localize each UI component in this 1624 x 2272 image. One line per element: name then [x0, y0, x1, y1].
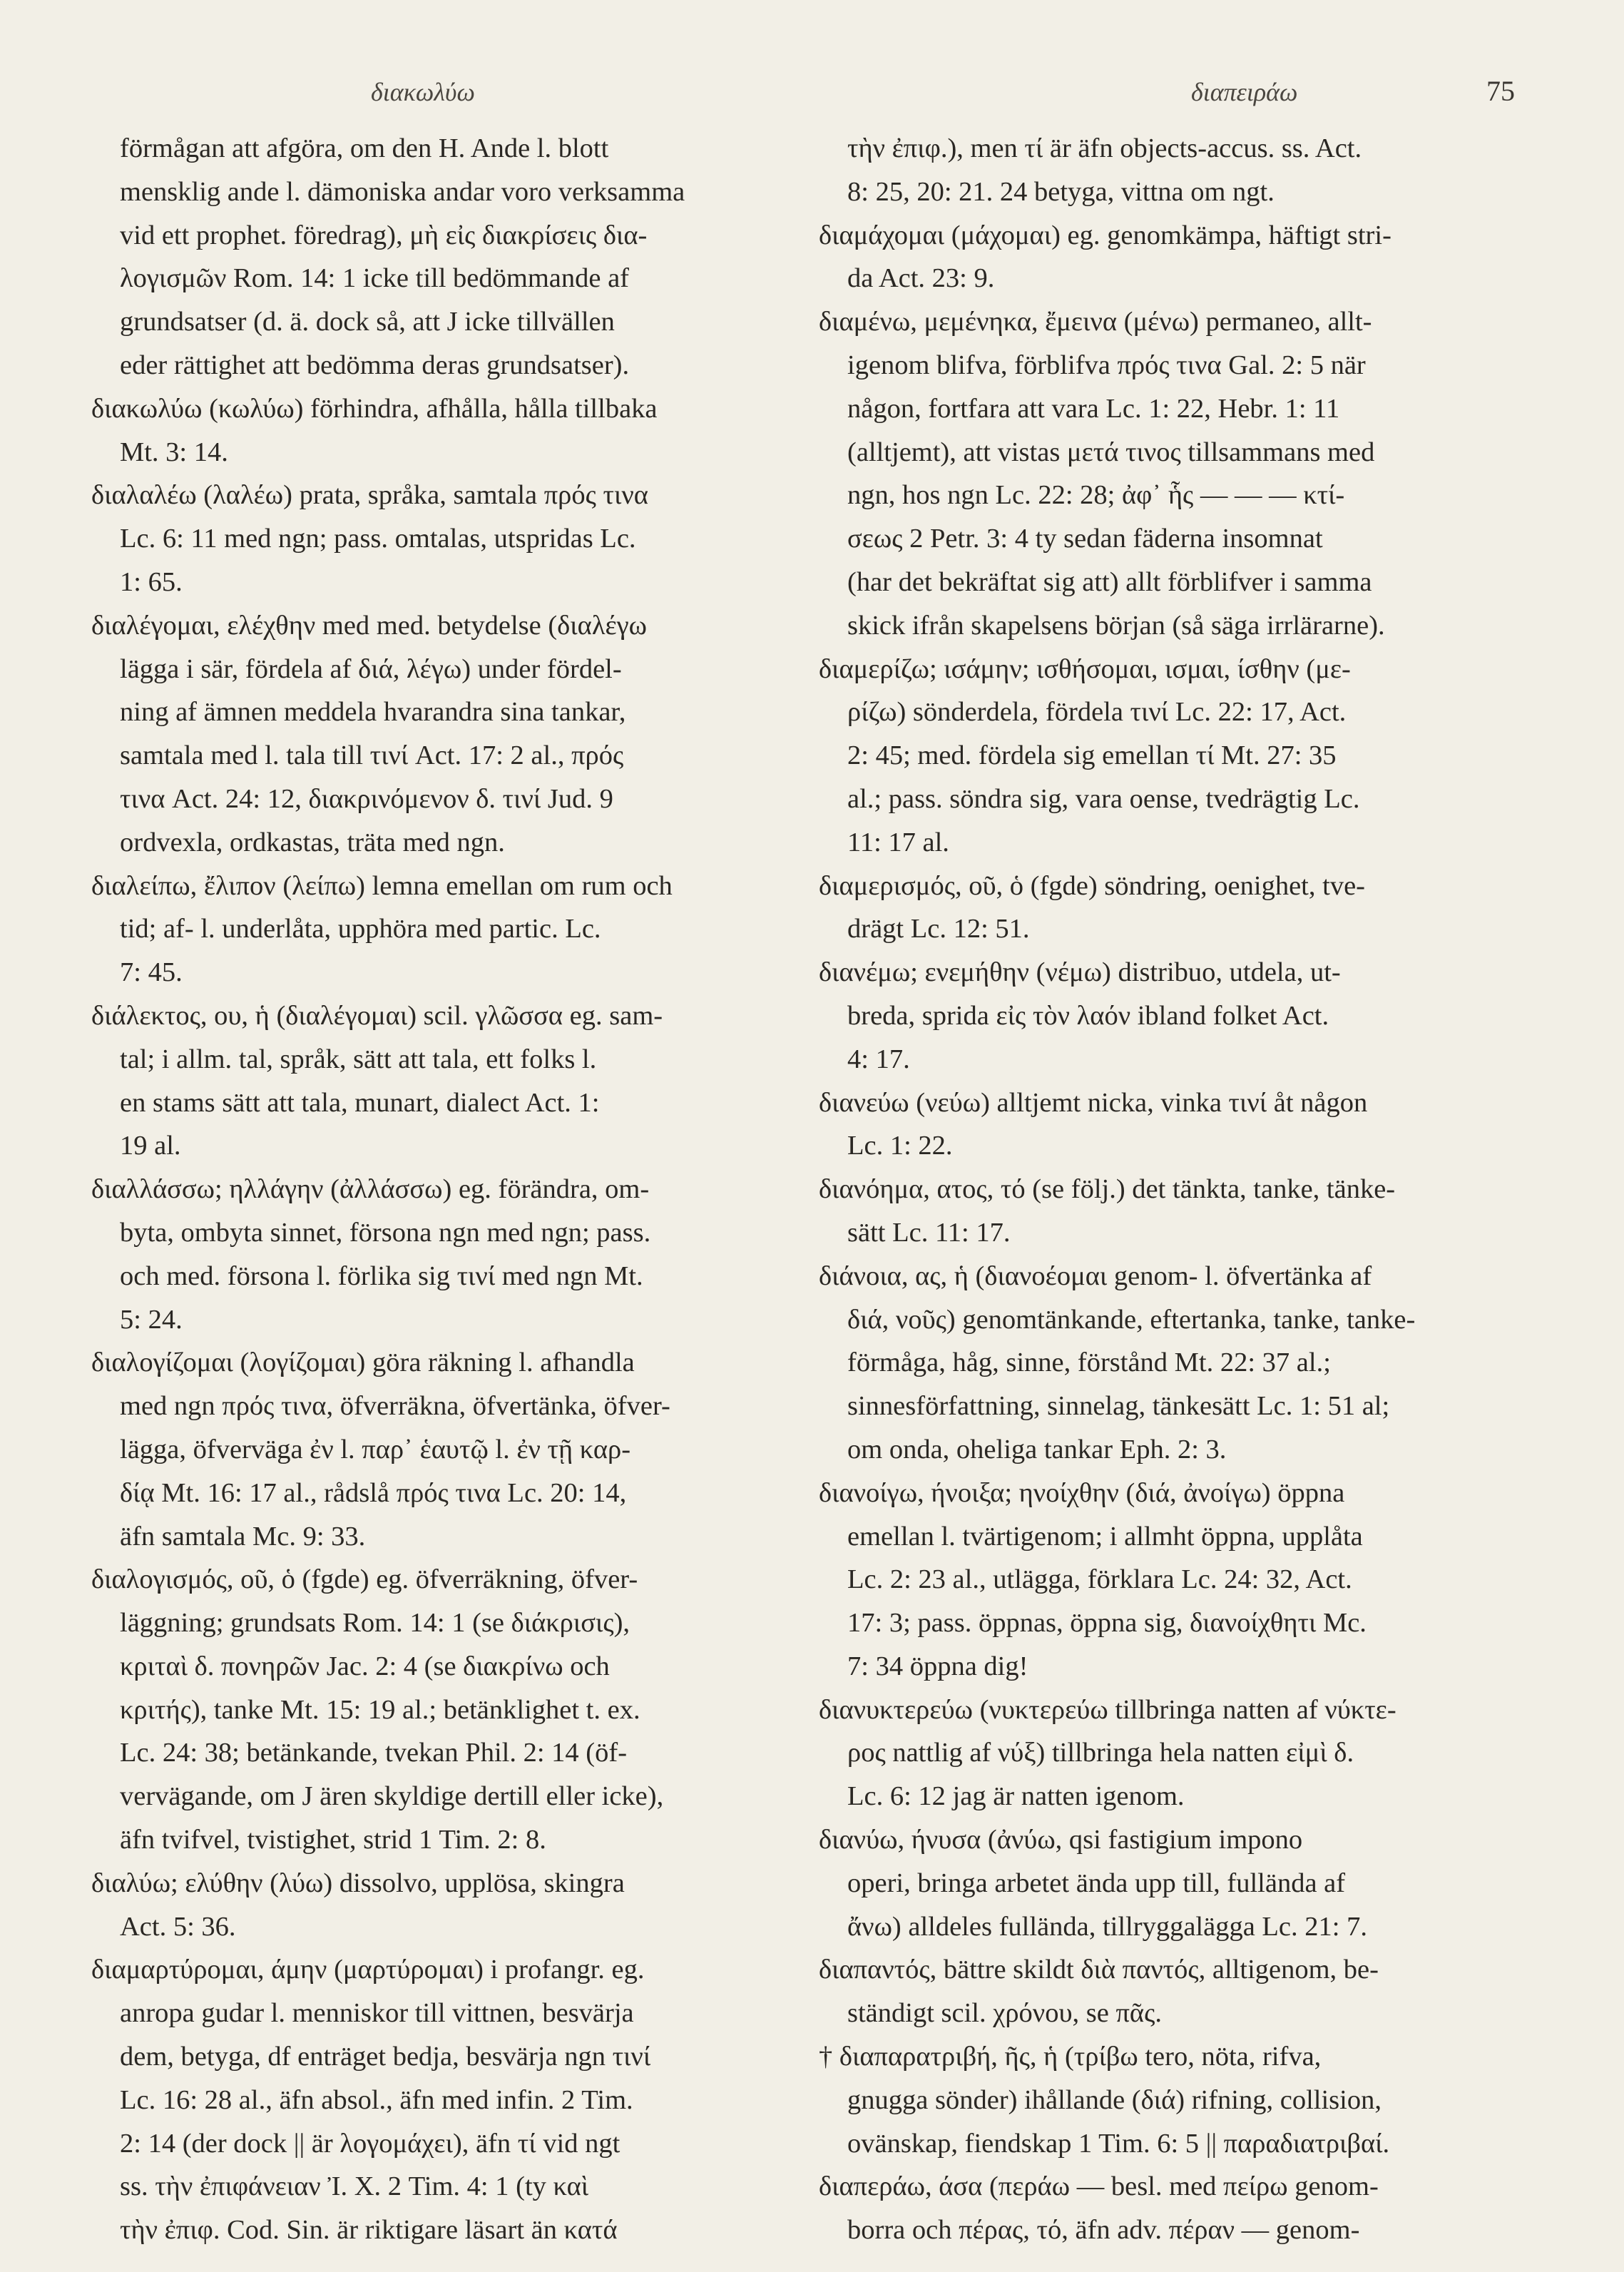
text-line: en stams sätt att tala, munart, dialect Act. 1:	[120, 1087, 600, 1118]
text-line: sätt Lc. 11: 17.	[847, 1217, 1011, 1248]
text-line: 19 al.	[120, 1131, 181, 1161]
text-line: (har det bekräftat sig att) allt förblifver i samma	[847, 566, 1372, 597]
text-line: Lc. 24: 38; betänkande, tvekan Phil. 2: 14 (öf-	[120, 1738, 628, 1768]
text-line: breda, sprida εἰς τὸν λαόν ibland folket Act.	[847, 1000, 1329, 1031]
text-line: och med. försona l. förlika sig τινί med ngn Mt.	[120, 1260, 643, 1291]
text-line: gnugga sönder) ihållande (διά) rifning, collision,	[847, 2084, 1382, 2115]
text-line: ordvexla, ordkastas, träta med ngn.	[120, 827, 505, 857]
text-line: emellan l. tvärtigenom; i allmht öppna, upplåta	[847, 1521, 1363, 1552]
text-line: äfn samtala Mc. 9: 33.	[120, 1521, 366, 1552]
text-line: (alltjemt), att vistas μετά τινος tillsammans med	[847, 437, 1375, 467]
entry-headline: διανόημα, ατος, τό (se följ.) det tänkta, tanke, tänke-	[819, 1174, 1396, 1205]
entry-headline: διανέμω; ενεμήθην (νέμω) distribuo, utdela, ut-	[819, 957, 1341, 988]
text-line: någon, fortfara att vara Lc. 1: 22, Hebr. 1: 11	[847, 393, 1340, 424]
text-line: lägga i sär, fördela af διά, λέγω) under fördel-	[120, 653, 622, 684]
text-line: 11: 17 al.	[847, 827, 949, 857]
text-line: 4: 17.	[847, 1044, 910, 1074]
text-line: Lc. 2: 23 al., utlägga, förklara Lc. 24: 32, Act.	[847, 1564, 1352, 1595]
entry-headline: διαλογίζομαι (λογίζομαι) göra räkning l. afhandla	[91, 1348, 635, 1378]
text-line: äfn tvifvel, tvistighet, strid 1 Tim. 2: 8.	[120, 1825, 546, 1855]
text-line: ovänskap, fiendskap 1 Tim. 6: 5 || παραδιατριβαί.	[847, 2128, 1390, 2159]
text-line: σεως 2 Petr. 3: 4 ty sedan fäderna insomnat	[847, 524, 1323, 554]
text-line: Lc. 6: 11 med ngn; pass. omtalas, utspridas Lc.	[120, 524, 636, 554]
text-line: Lc. 1: 22.	[847, 1131, 953, 1161]
text-line: dem, betyga, df enträget bedja, besvärja ngn τινί	[120, 2042, 651, 2072]
right-column	[819, 127, 1508, 2252]
text-line: al.; pass. söndra sig, vara oense, tvedrägtig Lc.	[847, 783, 1360, 814]
text-line: med ngn πρός τινα, öfverräkna, öfvertänka, öfver-	[120, 1391, 670, 1422]
page-number: 75	[1486, 75, 1515, 107]
text-line: lägga, öfverväga ἐν l. παρ᾽ ἑαυτῷ l. ἐν τῇ καρ-	[120, 1434, 631, 1464]
text-line: sinnesförfattning, sinnelag, tänkesätt Lc. 1: 51 al;	[847, 1391, 1390, 1422]
left-column	[91, 127, 780, 2252]
text-line: τὴν ἐπιφ.), men τί är äfn objects-accus. ss. Act.	[847, 133, 1362, 163]
text-line: borra och πέρας, τό, äfn adv. πέραν — genom-	[847, 2215, 1360, 2246]
text-line: κριτής), tanke Mt. 15: 19 al.; betänklighet t. ex.	[120, 1694, 640, 1725]
entry-headline: διανεύω (νεύω) alltjemt nicka, vinka τινί åt någon	[819, 1087, 1368, 1118]
text-line: ning af ämnen meddela hvarandra sina tankar,	[120, 697, 626, 728]
entry-headline: διαλλάσσω; ηλλάγην (ἀλλάσσω) eg. förändra, om-	[91, 1174, 650, 1205]
entry-headline: διανυκτερεύω (νυκτερεύω tillbringa natten af νύκτε-	[819, 1694, 1396, 1725]
entry-headline: † διαπαρατριβή, ῆς, ἡ (τρίβω tero, nöta, rifva,	[819, 2042, 1322, 2072]
entry-headline: διανοίγω, ήνοιξα; ηνοίχθην (διά, ἀνοίγω) öppna	[819, 1477, 1345, 1508]
text-line: mensklig ande l. dämoniska andar voro verksamma	[120, 176, 685, 207]
text-line: δίᾳ Mt. 16: 17 al., rådslå πρός τινα Lc. 20: 14,	[120, 1477, 627, 1508]
text-line: ἄνω) alldeles fullända, tillryggalägga Lc. 21: 7.	[847, 1911, 1367, 1942]
entry-headline: διαλύω; ελύθην (λύω) dissolvo, upplösa, skingra	[91, 1868, 625, 1898]
text-line: tal; i allm. tal, språk, sätt att tala, ett folks l.	[120, 1044, 597, 1074]
entry-headline: διαμερισμός, οῦ, ὁ (fgde) söndring, oenighet, tve-	[819, 870, 1365, 901]
text-line: om onda, oheliga tankar Eph. 2: 3.	[847, 1434, 1227, 1464]
text-line: λογισμῶν Rom. 14: 1 icke till bedömmande af	[120, 263, 629, 294]
entry-headline: διαπεράω, άσα (περάω — besl. med πείρω genom-	[819, 2171, 1379, 2202]
text-line: samtala med l. tala till τινί Act. 17: 2 al., πρός	[120, 740, 624, 771]
text-line: grundsatser (d. ä. dock så, att J icke tillvällen	[120, 307, 615, 337]
text-line: τινα Act. 24: 12, διακρινόμενον δ. τινί Jud. 9	[120, 783, 613, 814]
entry-headline: διαλείπω, ἔλιπον (λείπω) lemna emellan om rum och	[91, 870, 673, 901]
text-line: ständigt scil. χρόνου, se πᾶς.	[847, 1998, 1162, 2029]
text-line: vervägande, om J ären skyldige dertill eller icke),	[120, 1781, 664, 1812]
entry-headline: διαπαντός, bättre skildt διὰ παντός, alltigenom, be-	[819, 1955, 1379, 1985]
text-line: Lc. 16: 28 al., äfn absol., äfn med infin. 2 Tim.	[120, 2084, 633, 2115]
entry-headline: διαμαρτύρομαι, άμην (μαρτύρομαι) i profangr. eg.	[91, 1955, 645, 1985]
text-line: läggning; grundsats Rom. 14: 1 (se διάκρισις),	[120, 1608, 630, 1639]
text-line: eder rättighet att bedömma deras grundsatser).	[120, 350, 630, 380]
text-line: förmågan att afgöra, om den H. Ande l. blott	[120, 133, 609, 163]
text-line: förmåga, håg, sinne, förstånd Mt. 22: 37 al.;	[847, 1348, 1331, 1378]
text-line: διά, νοῦς) genomtänkande, eftertanka, tanke, tanke-	[847, 1304, 1416, 1335]
text-line: operi, bringa arbetet ända upp till, fullända af	[847, 1868, 1346, 1898]
text-line: 8: 25, 20: 21. 24 betyga, vittna om ngt.	[847, 176, 1275, 207]
text-line: anropa gudar l. menniskor till vittnen, besvärja	[120, 1998, 634, 2029]
right-running-head: διαπειράω	[1191, 78, 1298, 106]
entry-headline: διαλέγομαι, ελέχθην med med. betydelse (διαλέγω	[91, 610, 648, 641]
text-line: ss. τὴν ἐπιφάνειαν Ἰ. Χ. 2 Tim. 4: 1 (ty καὶ	[120, 2171, 589, 2202]
entry-headline: διανύω, ήνυσα (ἀνύω, qsi fastigium impono	[819, 1825, 1303, 1855]
text-line: Mt. 3: 14.	[120, 437, 228, 467]
text-line: 17: 3; pass. öppnas, öppna sig, διανοίχθητι Mc.	[847, 1608, 1367, 1639]
entry-headline: διαλογισμός, οῦ, ὁ (fgde) eg. öfverräkning, öfver-	[91, 1564, 638, 1595]
text-line: Act. 5: 36.	[120, 1911, 236, 1942]
text-line: da Act. 23: 9.	[847, 263, 995, 294]
text-line: ρίζω) sönderdela, fördela τινί Lc. 22: 17, Act.	[847, 697, 1347, 728]
entry-headline: διαμερίζω; ισάμην; ισθήσομαι, ισμαι, ίσθην (με-	[819, 653, 1351, 684]
left-running-head: διακωλύω	[371, 78, 475, 106]
text-line: Lc. 6: 12 jag är natten igenom.	[847, 1781, 1185, 1812]
entry-headline: διαλαλέω (λαλέω) prata, språka, samtala πρός τινα	[91, 480, 648, 511]
text-line: ngn, hos ngn Lc. 22: 28; ἀφ᾽ ἧς — — — κτί-	[847, 480, 1345, 511]
text-line: 1: 65.	[120, 566, 183, 597]
text-line: ρος nattlig af νύξ) tillbringa hela natten εἰμὶ δ.	[847, 1738, 1354, 1768]
text-line: drägt Lc. 12: 51.	[847, 914, 1030, 944]
text-line: 7: 45.	[120, 957, 183, 988]
text-line: vid ett prophet. föredrag), μὴ εἰς διακρίσεις δια-	[120, 220, 648, 250]
text-line: 2: 14 (der dock || är λογομάχει), äfn τί vid ngt	[120, 2128, 621, 2159]
text-line: 2: 45; med. fördela sig emellan τί Mt. 27: 35	[847, 740, 1337, 771]
text-line: skick ifrån skapelsens början (så säga irrlärarne).	[847, 610, 1385, 641]
text-line: igenom blifva, förblifva πρός τινα Gal. 2: 5 när	[847, 350, 1366, 380]
text-line: τὴν ἐπιφ. Cod. Sin. är riktigare läsart än κατά	[120, 2215, 618, 2246]
text-line: 5: 24.	[120, 1304, 183, 1335]
text-line: byta, ombyta sinnet, försona ngn med ngn; pass.	[120, 1217, 651, 1248]
entry-headline: διαμάχομαι (μάχομαι) eg. genomkämpa, häftigt stri-	[819, 220, 1391, 250]
entry-headline: διαμένω, μεμένηκα, ἔμεινα (μένω) permaneo, allt-	[819, 307, 1372, 337]
text-line: κριταὶ δ. πονηρῶν Jac. 2: 4 (se διακρίνω och	[120, 1651, 610, 1681]
entry-headline: διάνοια, ας, ἡ (διανοέομαι genom- l. öfvertänka af	[819, 1260, 1372, 1291]
text-line: 7: 34 öppna dig!	[847, 1651, 1028, 1681]
entry-headline: διάλεκτος, ου, ἡ (διαλέγομαι) scil. γλῶσσα eg. sam-	[91, 1000, 663, 1031]
entry-headline: διακωλύω (κωλύω) förhindra, afhålla, hålla tillbaka	[91, 393, 658, 424]
text-line: tid; af- l. underlåta, upphöra med partic. Lc.	[120, 914, 601, 944]
